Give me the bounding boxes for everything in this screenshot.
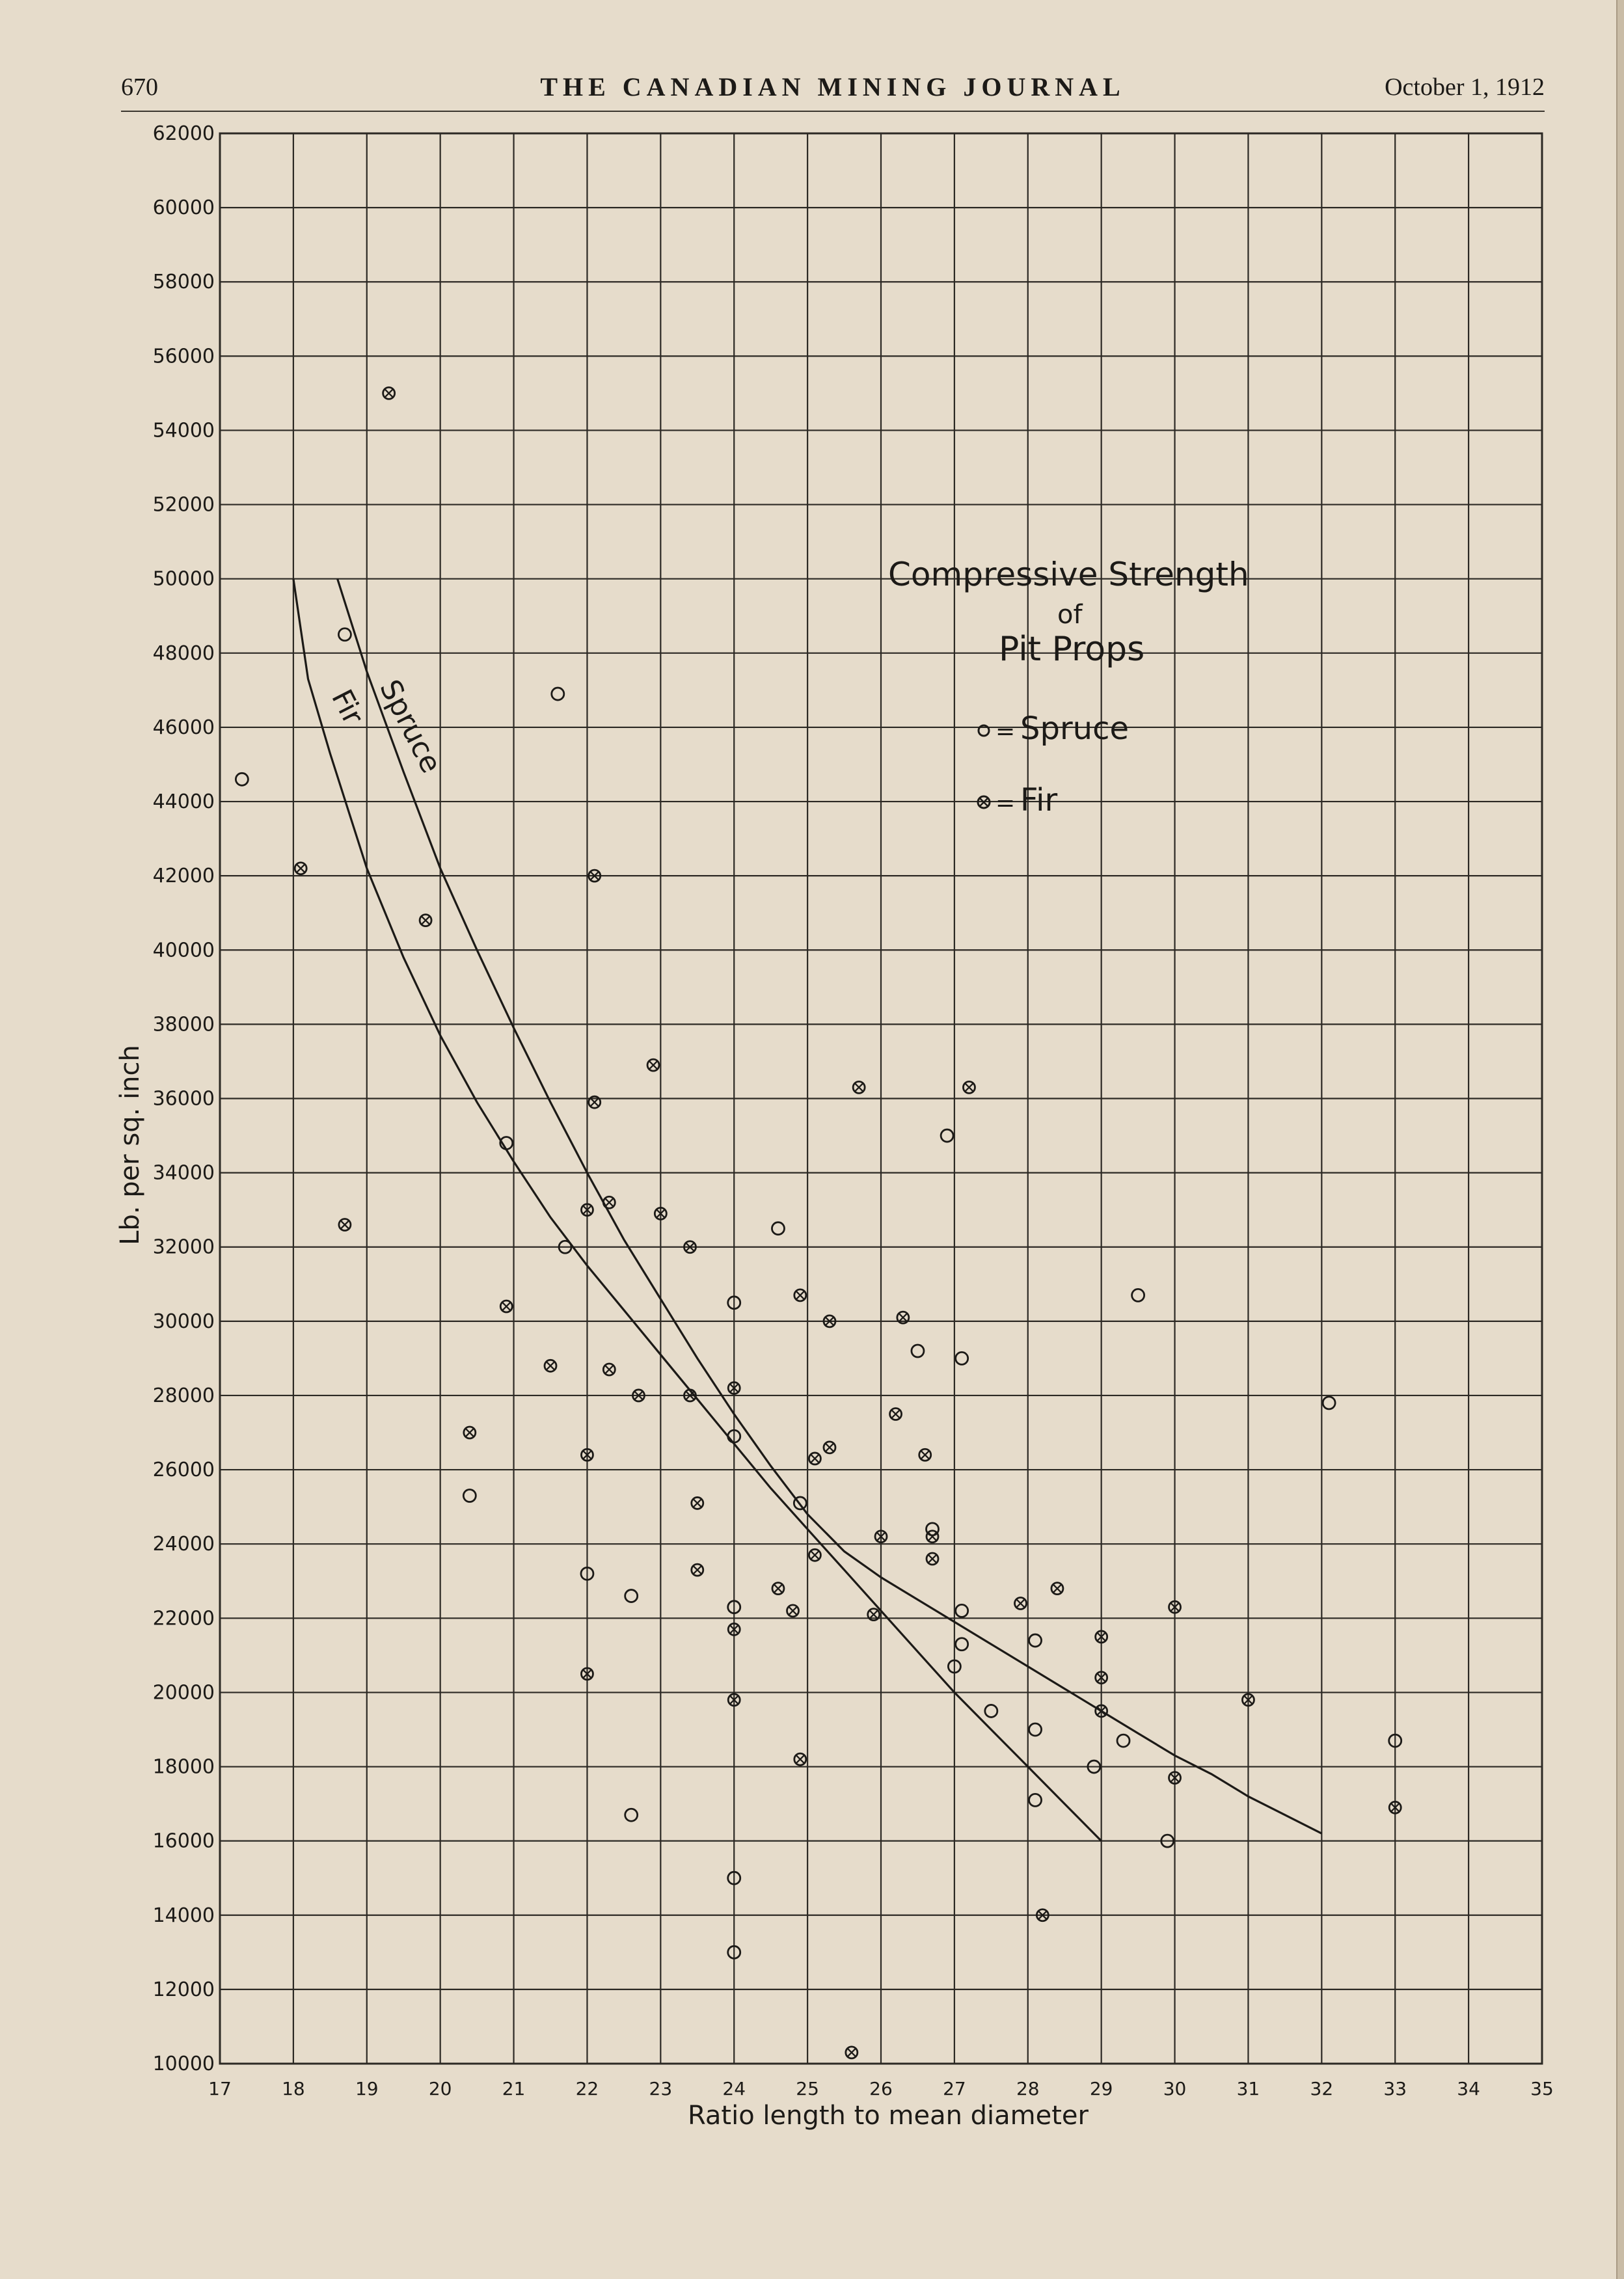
y-tick-label: 46000 (152, 716, 215, 739)
x-tick-label: 26 (869, 2078, 893, 2099)
x-tick-label: 30 (1163, 2078, 1187, 2099)
point-fir-cross (422, 916, 430, 924)
point-fir-cross (855, 1083, 863, 1092)
chart-title-line-3: Pit Props (999, 630, 1145, 669)
legend-item-fir (978, 782, 1057, 818)
point-fir-cross (502, 1302, 511, 1311)
x-tick-label: 35 (1530, 2078, 1554, 2099)
point-spruce-ring (1029, 1723, 1042, 1736)
y-tick-label: 12000 (152, 1978, 215, 2001)
point-fir (1014, 1597, 1026, 1609)
point-fir (846, 2047, 858, 2058)
point-fir-cross (891, 1410, 900, 1418)
point-fir (927, 1531, 938, 1543)
point-spruce (941, 1129, 953, 1142)
point-spruce-ring (956, 1352, 968, 1364)
x-tick-label: 17 (208, 2078, 232, 2099)
chart-title-line-2: of (1057, 600, 1083, 630)
point-spruce-ring (1132, 1289, 1144, 1301)
point-fir-cross (847, 2048, 856, 2056)
point-fir (772, 1583, 784, 1595)
point-spruce (912, 1345, 924, 1357)
legend-label-spruce: Spruce (1020, 710, 1130, 747)
y-axis-label: Lb. per sq. inch (115, 1045, 145, 1245)
point-spruce (1323, 1397, 1335, 1409)
y-tick-label: 42000 (152, 865, 215, 888)
x-tick-label: 20 (428, 2078, 452, 2099)
x-tick-label: 24 (722, 2078, 746, 2099)
y-tick-label: 34000 (152, 1161, 215, 1185)
x-tick-label: 33 (1383, 2078, 1407, 2099)
chart-title-line-1: Compressive Strength (888, 556, 1249, 593)
y-tick-label: 30000 (152, 1310, 215, 1333)
y-tick-label: 22000 (152, 1607, 215, 1630)
point-spruce (1132, 1289, 1144, 1301)
point-spruce-ring (236, 773, 248, 785)
legend-item-spruce (979, 710, 1129, 747)
legend-label-fir: Fir (1020, 782, 1058, 818)
point-fir (890, 1408, 902, 1420)
point-fir-cross (590, 1098, 599, 1107)
y-tick-label: 50000 (152, 567, 215, 591)
point-fir-cross (605, 1366, 614, 1374)
point-fir (420, 915, 431, 926)
point-fir (794, 1753, 806, 1765)
point-fir (963, 1081, 975, 1093)
point-fir-cross (340, 1220, 349, 1229)
point-fir-cross (789, 1606, 797, 1615)
y-tick-label: 58000 (152, 271, 215, 294)
y-tick-label: 24000 (152, 1533, 215, 1556)
point-fir (295, 863, 306, 874)
point-fir (824, 1442, 835, 1453)
axis-ticks (153, 122, 1554, 2099)
point-fir-cross (693, 1499, 701, 1507)
x-tick-label: 25 (796, 2078, 819, 2099)
point-spruce-ring (985, 1705, 997, 1717)
chart-title (888, 556, 1249, 669)
x-tick-label: 21 (502, 2078, 526, 2099)
point-spruce-ring (552, 688, 564, 700)
point-fir-cross (928, 1555, 937, 1563)
point-spruce-ring (625, 1809, 638, 1821)
x-tick-label: 19 (355, 2078, 379, 2099)
point-spruce-ring (956, 1604, 968, 1617)
y-tick-label: 56000 (152, 345, 215, 368)
point-fir-cross (774, 1584, 782, 1593)
point-spruce (552, 688, 564, 700)
point-spruce-ring (1323, 1397, 1335, 1409)
point-fir-cross (465, 1429, 474, 1437)
y-tick-label: 36000 (152, 1087, 215, 1111)
y-tick-label: 16000 (152, 1829, 215, 1853)
point-spruce (625, 1809, 638, 1821)
point-fir (603, 1196, 615, 1208)
y-tick-label: 32000 (152, 1235, 215, 1259)
point-fir-cross (921, 1451, 929, 1459)
x-tick-label: 34 (1457, 2078, 1480, 2099)
y-tick-label: 54000 (152, 419, 215, 442)
point-fir-cross (1016, 1599, 1025, 1608)
point-fir-cross (899, 1314, 907, 1322)
point-fir-cross (811, 1551, 819, 1559)
point-spruce-ring (941, 1129, 953, 1142)
legend-equals-fir: = (995, 790, 1016, 816)
point-fir-cross (547, 1362, 555, 1370)
point-fir (603, 1364, 615, 1375)
journal-title: THE CANADIAN MINING JOURNAL (540, 72, 1126, 101)
point-fir (927, 1553, 938, 1565)
point-fir-cross (796, 1291, 804, 1299)
point-fir (647, 1059, 659, 1071)
point-spruce (236, 773, 248, 785)
point-spruce (985, 1705, 997, 1717)
point-fir-cross (297, 864, 305, 872)
point-fir-cross (825, 1443, 833, 1451)
point-fir (692, 1564, 703, 1576)
y-tick-label: 26000 (152, 1459, 215, 1482)
x-tick-label: 32 (1310, 2078, 1334, 2099)
x-tick-label: 28 (1016, 2078, 1040, 2099)
point-spruce (956, 1352, 968, 1364)
point-fir (500, 1301, 512, 1312)
y-tick-label: 48000 (152, 641, 215, 665)
point-spruce (338, 628, 351, 641)
point-fir-cross (1053, 1584, 1061, 1593)
curve-label-fir: Fir (325, 684, 370, 730)
point-spruce (1029, 1794, 1042, 1806)
point-spruce (1029, 1723, 1042, 1736)
x-tick-label: 23 (649, 2078, 673, 2099)
point-fir-cross (605, 1198, 614, 1207)
point-spruce-ring (912, 1345, 924, 1357)
x-tick-label: 18 (282, 2078, 305, 2099)
point-fir (1051, 1583, 1063, 1595)
y-tick-label: 38000 (152, 1013, 215, 1036)
curve-spruce (338, 579, 1322, 1834)
point-fir (339, 1219, 351, 1230)
point-fir (545, 1360, 556, 1371)
point-fir-cross (869, 1610, 878, 1619)
chart-grid (220, 133, 1542, 2064)
issue-date: October 1, 1912 (1385, 74, 1545, 101)
point-fir (787, 1605, 799, 1617)
point-fir (853, 1081, 865, 1093)
x-tick-label: 22 (575, 2078, 599, 2099)
legend-equals-spruce: = (995, 718, 1016, 745)
page-number: 670 (121, 74, 158, 101)
curve-label-spruce: Spruce (373, 674, 448, 779)
point-fir (809, 1453, 820, 1464)
point-spruce-ring (1029, 1794, 1042, 1806)
point-spruce (463, 1490, 476, 1502)
point-spruce (1117, 1734, 1130, 1747)
point-fir-cross (965, 1083, 973, 1092)
point-fir (919, 1449, 931, 1461)
x-tick-label: 27 (943, 2078, 966, 2099)
x-tick-label: 31 (1236, 2078, 1260, 2099)
point-fir (464, 1427, 476, 1438)
point-spruce (956, 1604, 968, 1617)
y-tick-label: 14000 (152, 1904, 215, 1927)
point-spruce-ring (1029, 1634, 1042, 1647)
point-spruce-ring (625, 1590, 638, 1602)
point-fir-cross (385, 389, 393, 398)
point-fir (794, 1289, 806, 1301)
point-spruce-ring (956, 1638, 968, 1651)
y-tick-label: 62000 (152, 122, 215, 145)
point-fir-cross (811, 1454, 819, 1463)
point-spruce-ring (338, 628, 351, 641)
x-axis-label: Ratio length to mean diameter (688, 2101, 1089, 2131)
point-spruce (772, 1222, 784, 1235)
point-fir (692, 1497, 703, 1509)
point-spruce (956, 1638, 968, 1651)
point-spruce-ring (1117, 1734, 1130, 1747)
y-tick-label: 44000 (152, 790, 215, 814)
y-tick-label: 40000 (152, 939, 215, 962)
point-fir-cross (928, 1532, 937, 1541)
y-tick-label: 28000 (152, 1384, 215, 1407)
point-fir-cross (649, 1061, 658, 1070)
data-points (236, 387, 1401, 2058)
y-tick-label: 52000 (152, 493, 215, 517)
point-fir (809, 1549, 820, 1561)
point-spruce-ring (463, 1490, 476, 1502)
x-tick-label: 29 (1089, 2078, 1113, 2099)
y-tick-label: 10000 (152, 2053, 215, 2075)
point-fir (383, 387, 395, 399)
point-spruce-ring (772, 1222, 784, 1235)
point-spruce (625, 1590, 638, 1602)
point-spruce (1029, 1634, 1042, 1647)
point-fir-cross (796, 1755, 804, 1764)
point-fir-cross (693, 1566, 701, 1574)
y-tick-label: 20000 (152, 1681, 215, 1705)
y-tick-label: 60000 (152, 196, 215, 220)
y-tick-label: 18000 (152, 1755, 215, 1779)
